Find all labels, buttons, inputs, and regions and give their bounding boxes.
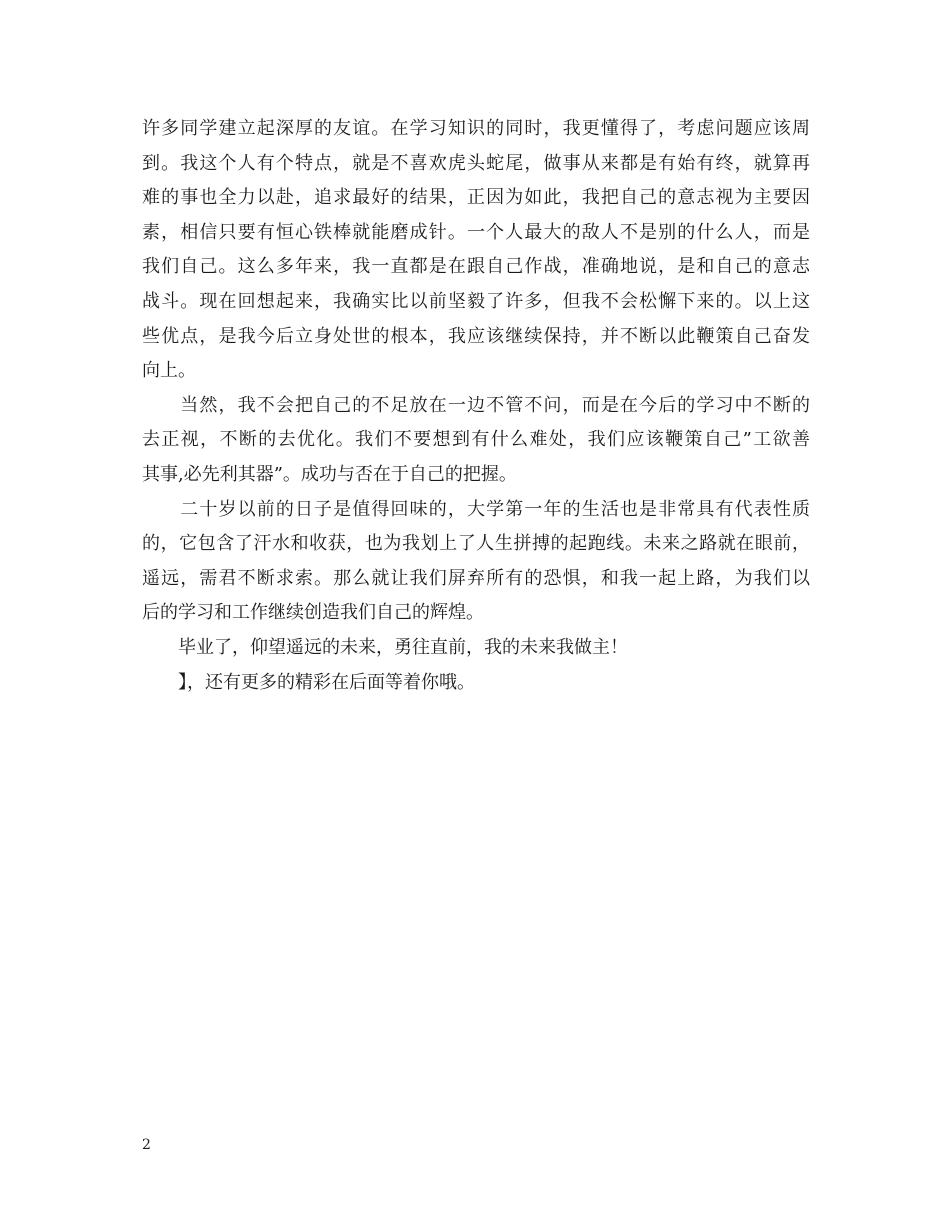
text-line: 难的事也全力以赴，追求最好的结果，正因为如此，我把自己的意志视为主要因 xyxy=(142,187,810,209)
text-line: 去正视，不断的去优化。我们不要想到有什么难处，我们应该鞭策自己”工欲善 xyxy=(142,429,810,451)
text-line: 到。我这个人有个特点，就是不喜欢虎头蛇尾，做事从来都是有始有终，就算再 xyxy=(142,152,810,174)
text-line: 素，相信只要有恒心铁棒就能磨成针。一个人最大的敌人不是别的什么人，而是 xyxy=(142,221,810,243)
paragraph-1 xyxy=(142,112,810,389)
paragraph-2 xyxy=(142,389,810,493)
page-number: 2 xyxy=(142,1137,151,1153)
text-line: 的，它包含了汗水和收获，也为我划上了人生拼搏的起跑线。未来之路就在眼前， xyxy=(142,533,810,555)
text-line: 许多同学建立起深厚的友谊。在学习知识的同时，我更懂得了，考虑问题应该周 xyxy=(142,118,810,139)
text-line: 其事,必先利其器”。成功与否在于自己的把握。 xyxy=(142,463,517,485)
document-body xyxy=(142,112,810,700)
text-line: 二十岁以前的日子是值得回味的，大学第一年的生活也是非常具有代表性质 xyxy=(142,498,810,520)
paragraph-3 xyxy=(142,493,810,631)
text-line: 向上。 xyxy=(142,360,196,382)
text-line: 】，还有更多的精彩在后面等着你哦。 xyxy=(142,671,475,693)
paragraph-4 xyxy=(142,631,810,666)
text-line: 战斗。现在回想起来，我确实比以前坚毅了许多，但我不会松懈下来的。以上这 xyxy=(142,290,810,312)
paragraph-5 xyxy=(142,666,810,701)
text-line: 遥远，需君不断求索。那么就让我们屏弃所有的恐惧，和我一起上路，为我们以 xyxy=(142,567,810,589)
text-line: 我们自己。这么多年来，我一直都是在跟自己作战，准确地说，是和自己的意志 xyxy=(142,256,810,278)
text-line: 后的学习和工作继续创造我们自己的辉煌。 xyxy=(142,602,484,624)
text-line: 当然，我不会把自己的不足放在一边不管不问，而是在今后的学习中不断的 xyxy=(142,394,810,416)
text-line: 毕业了，仰望遥远的未来，勇往直前，我的未来我做主！ xyxy=(142,636,628,658)
text-line: 些优点，是我今后立身处世的根本，我应该继续保持，并不断以此鞭策自己奋发 xyxy=(142,325,810,347)
